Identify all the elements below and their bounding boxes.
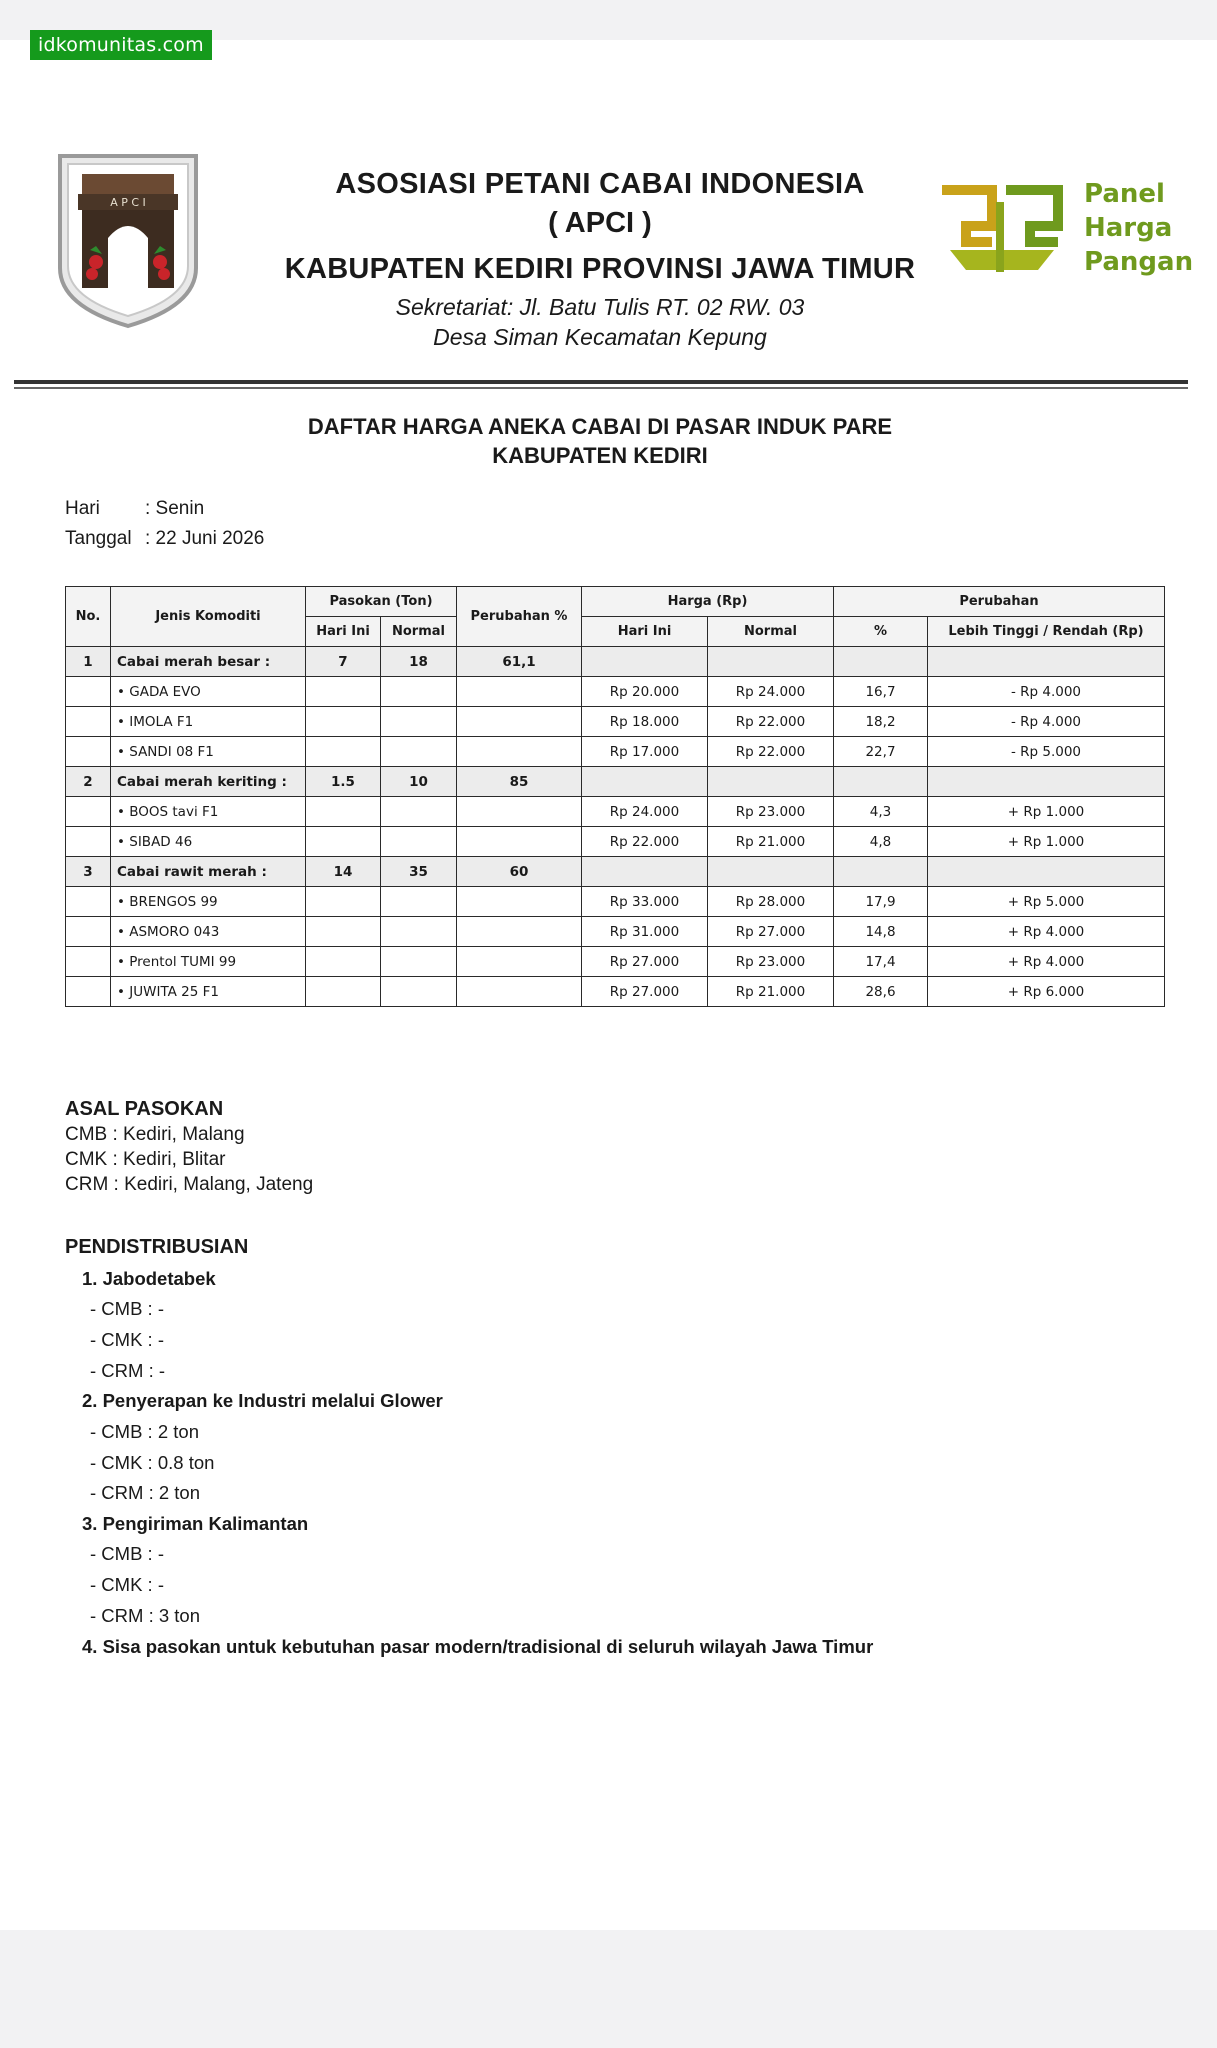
header-price-today: Hari Ini bbox=[582, 617, 708, 647]
table-row bbox=[66, 857, 1165, 887]
cell-no bbox=[66, 947, 111, 977]
asal-pasokan-heading: ASAL PASOKAN bbox=[65, 1098, 224, 1120]
header-supply-normal: Normal bbox=[381, 617, 457, 647]
cell-pct bbox=[834, 857, 928, 887]
cell-supply-change bbox=[457, 917, 582, 947]
cell-supply-today bbox=[306, 887, 381, 917]
pendistribusian-heading: PENDISTRIBUSIAN bbox=[65, 1236, 249, 1258]
cell-pct: 17,4 bbox=[834, 947, 928, 977]
cell-price-today: Rp 17.000 bbox=[582, 737, 708, 767]
logo-word-3: Pangan bbox=[1084, 247, 1194, 277]
cell-no: 3 bbox=[66, 857, 111, 887]
distribution-group-4: 4. Sisa pasokan untuk kebutuhan pasar modern/tradisional di seluruh wilayah Jawa Timur bbox=[82, 1636, 874, 1657]
table-row bbox=[66, 737, 1165, 767]
table-row bbox=[66, 827, 1165, 857]
cell-supply-today: 1.5 bbox=[306, 767, 381, 797]
cell-price-normal: Rp 22.000 bbox=[708, 737, 834, 767]
panel-harga-pangan-icon bbox=[936, 182, 1068, 278]
cell-diff: + Rp 4.000 bbox=[928, 947, 1165, 977]
distribution-item: - CRM : - bbox=[90, 1360, 166, 1381]
document-title: DAFTAR HARGA ANEKA CABAI DI PASAR INDUK PARE bbox=[307, 414, 893, 439]
document-subtitle: KABUPATEN KEDIRI bbox=[492, 443, 708, 468]
cell-pct: 14,8 bbox=[834, 917, 928, 947]
cell-supply-normal bbox=[381, 827, 457, 857]
distribution-item: - CMB : - bbox=[90, 1543, 164, 1564]
day-label: Hari bbox=[65, 498, 100, 519]
header-no: No. bbox=[66, 587, 111, 647]
header-divider-thin bbox=[14, 387, 1188, 389]
table-header-row bbox=[66, 587, 1165, 617]
cell-supply-change bbox=[457, 887, 582, 917]
header-supply-change: Perubahan % bbox=[457, 587, 582, 647]
cell-diff bbox=[928, 857, 1165, 887]
cell-no bbox=[66, 677, 111, 707]
distribution-item: - CMK : - bbox=[90, 1329, 164, 1350]
cell-supply-today bbox=[306, 977, 381, 1007]
date-label: Tanggal bbox=[65, 528, 132, 549]
cell-price-normal: Rp 22.000 bbox=[708, 707, 834, 737]
cell-diff bbox=[928, 767, 1165, 797]
distribution-item: - CRM : 3 ton bbox=[90, 1605, 200, 1626]
header-supply-today: Hari Ini bbox=[306, 617, 381, 647]
watermark-badge: idkomunitas.com bbox=[30, 30, 212, 60]
cell-diff: + Rp 1.000 bbox=[928, 827, 1165, 857]
cell-supply-change: 60 bbox=[457, 857, 582, 887]
table-row bbox=[66, 887, 1165, 917]
cell-no bbox=[66, 887, 111, 917]
cell-price-normal bbox=[708, 647, 834, 677]
cell-supply-normal bbox=[381, 887, 457, 917]
cell-pct: 16,7 bbox=[834, 677, 928, 707]
cell-supply-today bbox=[306, 827, 381, 857]
date-value: : 22 Juni 2026 bbox=[145, 528, 265, 549]
cell-price-today: Rp 22.000 bbox=[582, 827, 708, 857]
cell-supply-today bbox=[306, 737, 381, 767]
cell-supply-today: 7 bbox=[306, 647, 381, 677]
panel-harga-pangan-logo bbox=[936, 178, 1196, 282]
cell-diff: + Rp 1.000 bbox=[928, 797, 1165, 827]
header-commodity: Jenis Komoditi bbox=[111, 587, 306, 647]
cell-supply-change bbox=[457, 707, 582, 737]
table-body bbox=[66, 647, 1165, 1007]
cell-price-normal: Rp 23.000 bbox=[708, 947, 834, 977]
cell-supply-today: 14 bbox=[306, 857, 381, 887]
logo-word-2: Harga bbox=[1084, 213, 1173, 243]
table-row bbox=[66, 707, 1165, 737]
day-value: : Senin bbox=[145, 498, 205, 519]
header-change-pct: % bbox=[834, 617, 928, 647]
distribution-item: - CMB : - bbox=[90, 1298, 164, 1319]
cell-price-today: Rp 27.000 bbox=[582, 947, 708, 977]
header-supply: Pasokan (Ton) bbox=[306, 587, 457, 617]
cell-pct: 4,8 bbox=[834, 827, 928, 857]
distribution-item: - CMB : 2 ton bbox=[90, 1421, 199, 1442]
org-abbreviation: ( APCI ) bbox=[548, 207, 652, 239]
cell-name: • SANDI 08 F1 bbox=[111, 737, 306, 767]
cell-price-today bbox=[582, 767, 708, 797]
cell-diff: + Rp 6.000 bbox=[928, 977, 1165, 1007]
cell-no bbox=[66, 707, 111, 737]
cell-supply-change: 85 bbox=[457, 767, 582, 797]
org-region: KABUPATEN KEDIRI PROVINSI JAWA TIMUR bbox=[284, 253, 916, 285]
apci-logo-icon bbox=[52, 150, 204, 330]
cell-diff bbox=[928, 647, 1165, 677]
cell-diff: - Rp 4.000 bbox=[928, 707, 1165, 737]
cell-name: • SIBAD 46 bbox=[111, 827, 306, 857]
cell-price-normal bbox=[708, 767, 834, 797]
cell-price-today: Rp 24.000 bbox=[582, 797, 708, 827]
cell-price-today: Rp 27.000 bbox=[582, 977, 708, 1007]
cell-name: • Prentol TUMI 99 bbox=[111, 947, 306, 977]
cell-supply-today bbox=[306, 677, 381, 707]
distribution-item: - CMK : - bbox=[90, 1574, 164, 1595]
cell-pct: 22,7 bbox=[834, 737, 928, 767]
distribution-item: - CMK : 0.8 ton bbox=[90, 1452, 215, 1473]
cell-supply-normal bbox=[381, 947, 457, 977]
table-row bbox=[66, 977, 1165, 1007]
cell-diff: + Rp 5.000 bbox=[928, 887, 1165, 917]
header-price-normal: Normal bbox=[708, 617, 834, 647]
cell-pct: 17,9 bbox=[834, 887, 928, 917]
cell-price-normal: Rp 28.000 bbox=[708, 887, 834, 917]
date-row bbox=[65, 528, 264, 550]
cell-name: Cabai merah besar : bbox=[111, 647, 306, 677]
cell-name: • GADA EVO bbox=[111, 677, 306, 707]
distribution-group-1: 1. Jabodetabek bbox=[82, 1268, 216, 1289]
cell-price-normal: Rp 21.000 bbox=[708, 977, 834, 1007]
cell-supply-change bbox=[457, 797, 582, 827]
distribution-item: - CRM : 2 ton bbox=[90, 1482, 200, 1503]
logo-word-1: Panel bbox=[1084, 179, 1165, 209]
cell-supply-change bbox=[457, 947, 582, 977]
cell-supply-change bbox=[457, 677, 582, 707]
table-row bbox=[66, 947, 1165, 977]
cell-supply-normal: 35 bbox=[381, 857, 457, 887]
cell-name: • IMOLA F1 bbox=[111, 707, 306, 737]
cell-supply-today bbox=[306, 917, 381, 947]
cell-price-today: Rp 33.000 bbox=[582, 887, 708, 917]
cell-no: 1 bbox=[66, 647, 111, 677]
asal-line-cmk: CMK : Kediri, Blitar bbox=[65, 1149, 226, 1170]
distribution-group-2: 2. Penyerapan ke Industri melalui Glower bbox=[82, 1390, 443, 1411]
price-table bbox=[65, 586, 1165, 1007]
cell-price-normal: Rp 23.000 bbox=[708, 797, 834, 827]
cell-price-today bbox=[582, 857, 708, 887]
cell-no: 2 bbox=[66, 767, 111, 797]
cell-no bbox=[66, 977, 111, 1007]
cell-pct bbox=[834, 767, 928, 797]
cell-no bbox=[66, 827, 111, 857]
cell-supply-change bbox=[457, 977, 582, 1007]
cell-price-today bbox=[582, 647, 708, 677]
cell-name: • BOOS tavi F1 bbox=[111, 797, 306, 827]
cell-no bbox=[66, 917, 111, 947]
cell-supply-change bbox=[457, 827, 582, 857]
cell-no bbox=[66, 737, 111, 767]
cell-pct: 18,2 bbox=[834, 707, 928, 737]
cell-pct: 28,6 bbox=[834, 977, 928, 1007]
cell-supply-normal: 18 bbox=[381, 647, 457, 677]
apci-logo-text: A P C I bbox=[110, 196, 146, 209]
cell-name: • ASMORO 043 bbox=[111, 917, 306, 947]
cell-price-today: Rp 20.000 bbox=[582, 677, 708, 707]
asal-line-cmb: CMB : Kediri, Malang bbox=[65, 1124, 245, 1145]
cell-diff: + Rp 4.000 bbox=[928, 917, 1165, 947]
cell-diff: - Rp 5.000 bbox=[928, 737, 1165, 767]
table-row bbox=[66, 677, 1165, 707]
cell-supply-today bbox=[306, 797, 381, 827]
asal-line-crm: CRM : Kediri, Malang, Jateng bbox=[65, 1174, 314, 1195]
distribution-group-3: 3. Pengiriman Kalimantan bbox=[82, 1513, 309, 1534]
cell-price-normal bbox=[708, 857, 834, 887]
cell-name: • BRENGOS 99 bbox=[111, 887, 306, 917]
org-name: ASOSIASI PETANI CABAI INDONESIA bbox=[335, 168, 865, 200]
table-row bbox=[66, 767, 1165, 797]
cell-price-today: Rp 31.000 bbox=[582, 917, 708, 947]
header-change-diff: Lebih Tinggi / Rendah (Rp) bbox=[928, 617, 1165, 647]
cell-no bbox=[66, 797, 111, 827]
cell-diff: - Rp 4.000 bbox=[928, 677, 1165, 707]
address-line-2: Desa Siman Kecamatan Kepung bbox=[433, 324, 767, 350]
cell-supply-change bbox=[457, 737, 582, 767]
header-divider-thick bbox=[14, 380, 1188, 384]
cell-price-normal: Rp 21.000 bbox=[708, 827, 834, 857]
cell-supply-today bbox=[306, 707, 381, 737]
cell-pct: 4,3 bbox=[834, 797, 928, 827]
cell-price-today: Rp 18.000 bbox=[582, 707, 708, 737]
cell-supply-normal: 10 bbox=[381, 767, 457, 797]
cell-price-normal: Rp 27.000 bbox=[708, 917, 834, 947]
cell-pct bbox=[834, 647, 928, 677]
cell-supply-normal bbox=[381, 737, 457, 767]
table-row bbox=[66, 647, 1165, 677]
cell-supply-normal bbox=[381, 797, 457, 827]
header-price: Harga (Rp) bbox=[582, 587, 834, 617]
cell-name: Cabai merah keriting : bbox=[111, 767, 306, 797]
cell-supply-today bbox=[306, 947, 381, 977]
cell-name: • JUWITA 25 F1 bbox=[111, 977, 306, 1007]
table-row bbox=[66, 917, 1165, 947]
address-line-1: Sekretariat: Jl. Batu Tulis RT. 02 RW. 03 bbox=[395, 294, 805, 320]
header-change: Perubahan bbox=[834, 587, 1165, 617]
cell-supply-normal bbox=[381, 917, 457, 947]
cell-name: Cabai rawit merah : bbox=[111, 857, 306, 887]
cell-supply-change: 61,1 bbox=[457, 647, 582, 677]
cell-supply-normal bbox=[381, 707, 457, 737]
cell-price-normal: Rp 24.000 bbox=[708, 677, 834, 707]
cell-supply-normal bbox=[381, 977, 457, 1007]
day-row bbox=[65, 498, 204, 520]
table-row bbox=[66, 797, 1165, 827]
cell-supply-normal bbox=[381, 677, 457, 707]
